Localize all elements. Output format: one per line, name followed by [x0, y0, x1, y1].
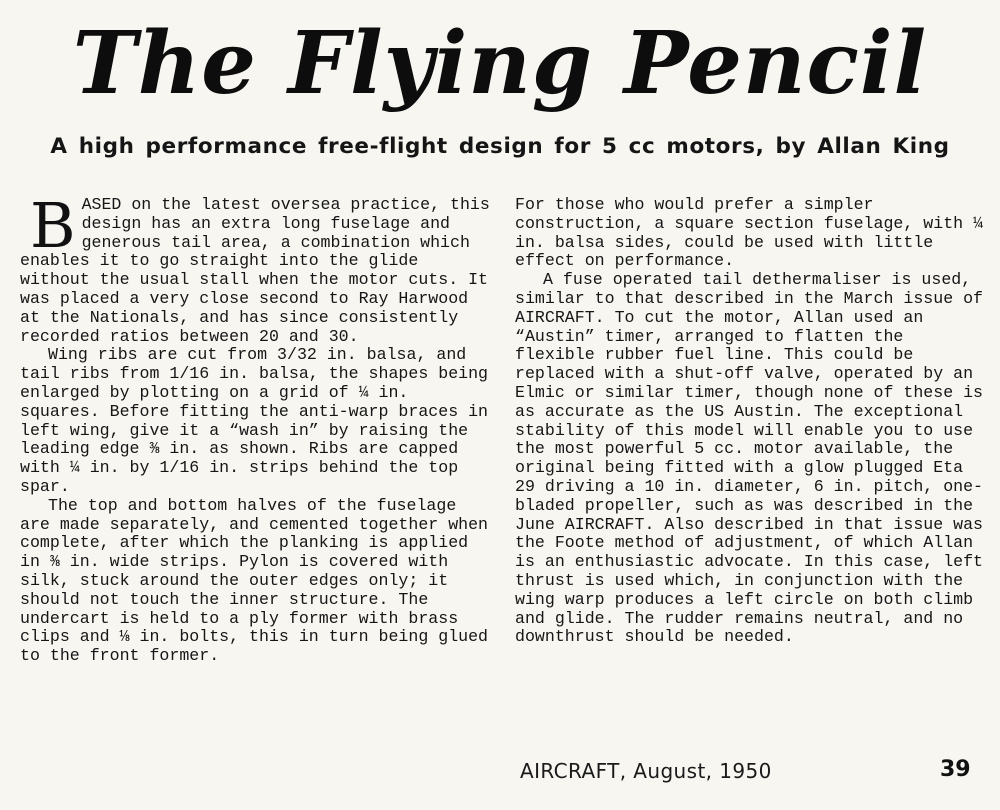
paragraph-1-text: ASED on the latest oversea practice, this design has an extra long fuselage and generous tail area, a combination which enables it to go straight into the glide without the usual stall when the motor cuts. It was placed a very close second to Ray Harwood at the Nationals, and has since consistently recorded ratios between 20 and 30.: [20, 195, 490, 346]
publication-footer: AIRCRAFT, August, 1950: [520, 759, 772, 783]
article-subtitle: A high performance free-flight design for 5 cc motors, by Allan King: [50, 134, 950, 159]
paragraph-4: For those who would prefer a simpler construction, a square section fuselage, with ¼ in. balsa sides, could be used with little effect on performance.: [515, 195, 984, 271]
left-column: [20, 189, 490, 666]
paragraph-3: The top and bottom halves of the fuselage are made separately, and cemented together when complete, after which the planking is applied in ⅜ in. wide strips. Pylon is covered with silk, stuck around the outer edges only; it should not touch the inner structure. The undercart is held to a ply former with brass clips and ⅛ in. bolts, this in turn being glued to the front former.: [20, 495, 489, 666]
paragraph-2: Wing ribs are cut from 3/32 in. balsa, and tail ribs from 1/16 in. balsa, the shapes being enlarged by plotting on a grid of ¼ in. squares. Before fitting the anti-warp braces in left wing, give it a “wash in” by raising the leading edge ⅜ in. as shown. Ribs are capped with ¼ in. by 1/16 in. strips behind the top spar.: [20, 345, 489, 496]
drop-cap: B: [30, 189, 76, 262]
article-title: The Flying Pencil: [72, 13, 928, 114]
right-column: [515, 196, 985, 647]
paragraph-1: [20, 189, 490, 346]
paragraph-5: A fuse operated tail dethermaliser is used, similar to that described in the March issue of AIRCRAFT. To cut the motor, Allan used an “Austin” timer, arranged to flatten the flexible rubber fuel line. This could be replaced with a shut-off valve, operated by an Elmic or similar timer, though none of these is as accurate as the US Austin. The exceptional stability of this model will enable you to use the most powerful 5 cc. motor available, the original being fitted with a glow plugged Eta 29 driving a 10 in. diameter, 6 in. pitch, one-bladed propeller, such as was described in the June AIRCRAFT. Also described in that issue was the Foote method of adjustment, of which Allan is an enthusiastic advocate. In this case, left thrust is used which, in conjunction with the wing warp produces a left circle on both climb and glide. The rudder remains neutral, and no downthrust should be needed.: [515, 270, 984, 647]
page-number: 39: [940, 757, 971, 782]
